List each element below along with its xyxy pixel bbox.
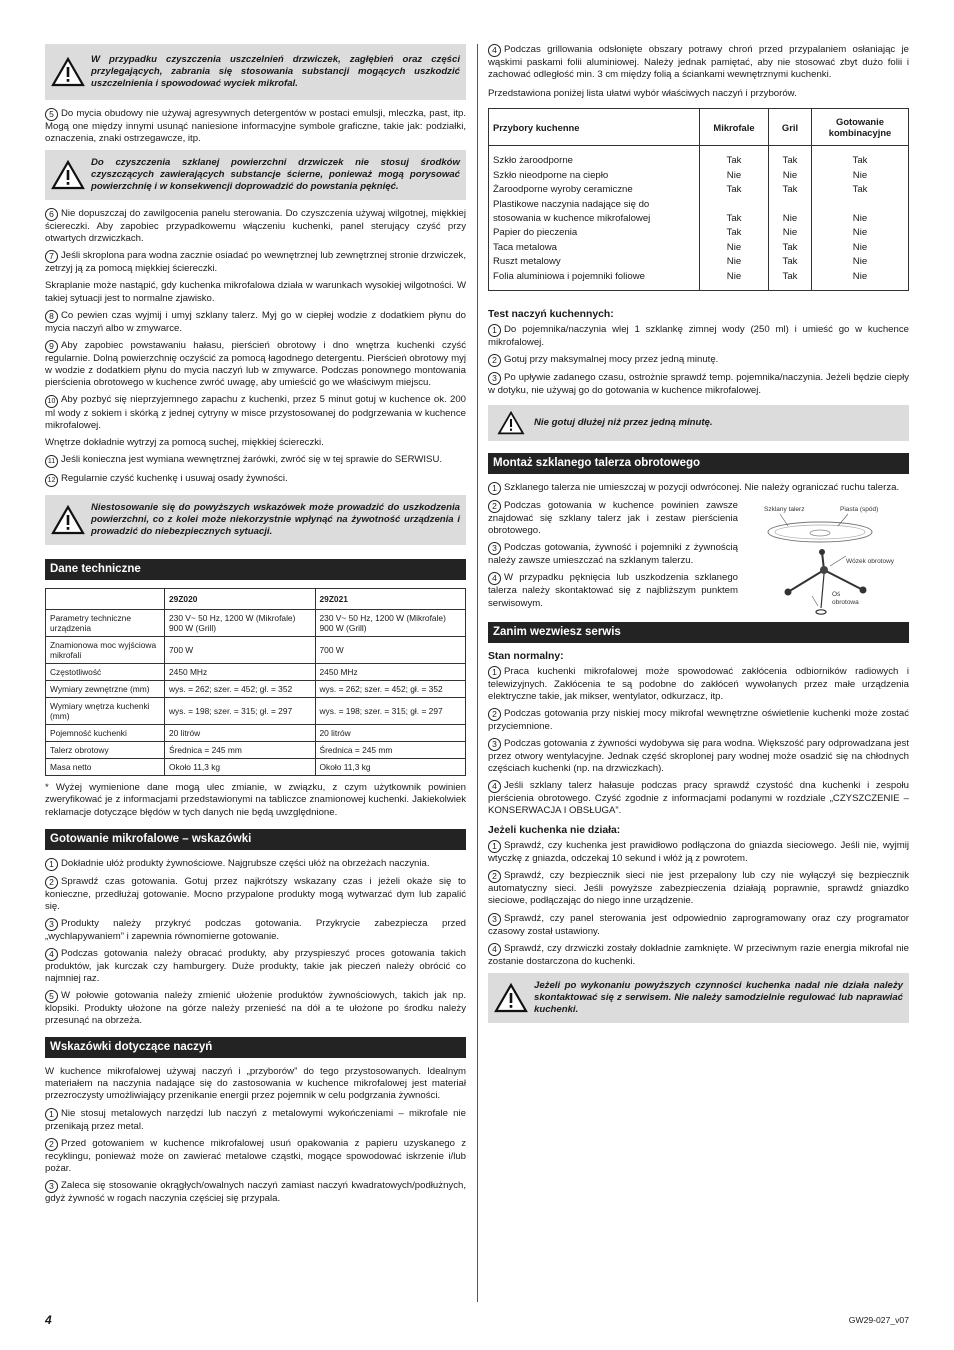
dishes-tips-list — [45, 1108, 466, 1205]
list-item — [45, 858, 466, 871]
tech-table-row — [46, 664, 466, 681]
item-text: Nie dopuszczaj do zawilgocenia panelu sterowania. Do czyszczenia używaj wilgotnej, miękkiej ściereczki. Aby zapobiec przypadkowemu włączeniu kuchenki, panel sterujący czyść przy otwartych drzwiczkach. — [45, 208, 466, 245]
turntable-section — [488, 482, 909, 609]
tech-note: * Wyżej wymienione dane mogą ulec zmianie, w związku, z czym użytkownik powinien zweryfikować je z informacjami przedstawionymi na tabliczce znamionowej kuchenki. Jakiekolwiek reklamacje dotyczące błędów w tych danych nie będą uwzględnione. — [45, 782, 466, 818]
item-text: Sprawdź, czy panel sterowania jest odpowiednio zaprogramowany oraz czy programator czasowy został ustawiony. — [488, 912, 909, 937]
list-item — [488, 840, 909, 865]
cookware-table — [488, 108, 909, 291]
list-item — [488, 870, 909, 907]
cookware-items: Szkło żaroodporne Szkło nieodporne na ciepło Żaroodporne wyroby ceramiczne Plastikowe naczynia nadające się do stosowania w kuchence mikrofalowej Papier do pieczenia Taca metalowa Ruszt metalowy Folia aluminiowa i pojemniki foliowe — [493, 155, 651, 282]
grill-item — [488, 44, 909, 81]
item-number: 3 — [488, 542, 501, 555]
item-number: 12 — [45, 474, 58, 487]
column-divider — [477, 44, 478, 1302]
normal-state-header: Stan normalny: — [488, 650, 564, 662]
item-text: Nie stosuj metalowych narzędzi lub naczyń z metalowymi wykończeniami – mikrofale nie przenikają przez metal. — [45, 1107, 466, 1132]
item-number: 1 — [488, 666, 501, 679]
tech-table-cell: 700 W — [165, 637, 316, 664]
item-text: Podczas gotowania z żywności wydobywa się para wodna. Większość pary odprowadzana jest przez otwory wentylacyjne. Jednak część skroplonej pary wodnej może osadzić się na chłodnych częściach kuchenki (np. na drzwiczkach). — [488, 737, 909, 774]
item-number: 3 — [488, 372, 501, 385]
item-number: 7 — [45, 250, 58, 263]
cleaning-item-10 — [45, 394, 466, 432]
tech-table-cell: 20 litrów — [165, 725, 316, 742]
list-item — [45, 876, 466, 913]
warning-text: Jeżeli po wykonaniu powyższych czynności kuchenka nadal nie działa należy skontaktować się z serwisem. Nie należy samodzielnie regulować lub naprawiać kuchenki. — [534, 979, 903, 1015]
tech-table-row — [46, 681, 466, 698]
item-text: Podczas gotowania, żywność i pojemniki z żywnością należy zawsze umieszczać na szklanym talerzu. — [488, 542, 738, 567]
turntable-item — [488, 542, 738, 567]
item-number: 4 — [45, 948, 58, 961]
list-item — [488, 354, 909, 367]
tech-table-row — [46, 759, 466, 776]
item-text: Podczas gotowania przy niskiej mocy mikrofal wewnętrzne oświetlenie kuchenki może zostać przyciemnione. — [488, 707, 909, 732]
cleaning-item-7-note: Skraplanie może nastąpić, gdy kuchenka mikrofalowa działa w warunkach wysokiej wilgotności. W takiej sytuacji jest to normalne zjawisko. — [45, 280, 466, 304]
item-text: Gotuj przy maksymalnej mocy przez jedną minutę. — [504, 354, 719, 366]
list-item — [488, 708, 909, 733]
item-text: Szklanego talerza nie umieszczaj w pozycji odwróconej. Nie należy ograniczać ruchu talerza. — [504, 482, 900, 494]
tech-table-row — [46, 698, 466, 725]
turntable-item — [488, 500, 738, 537]
dishes-intro: W kuchence mikrofalowej używaj naczyń i „przyborów” do tego przystosowanych. Idealnym materiałem na naczynia nadające się do zastosowania w kuchence mikrofalowej jest materiał przezroczysty umożliwiający przenikanie energii przez pojemnik w celu podgrzania żywności. — [45, 1066, 466, 1102]
warning-box-glass — [45, 150, 466, 200]
warning-triangle-icon — [494, 983, 528, 1013]
tech-table-cell: Talerz obrotowy — [46, 742, 165, 759]
list-item — [488, 666, 909, 703]
tech-table-cell: 2450 MHz — [315, 664, 466, 681]
item-text: Jeśli szklany talerz hałasuje podczas pracy sprawdź czystość dna kuchenki i zespołu pierścienia obrotowego. Czyść zgodnie z informacjami podanymi w rozdziale „CZYSZCZENIE – KONSERWACJA I OBSŁUGA”. — [488, 780, 909, 817]
list-item — [488, 372, 909, 397]
cleaning-item-8 — [45, 310, 466, 335]
tech-table-cell: Średnica = 245 mm — [165, 742, 316, 759]
warning-text: Nie gotuj dłużej niż przez jedną minutę. — [534, 417, 713, 429]
label-trolley: Wózek obrotowy — [846, 558, 895, 566]
tech-table-row — [46, 637, 466, 664]
cleaning-item-5 — [45, 108, 466, 145]
warning-text: Niestosowanie się do powyższych wskazówek może prowadzić do uszkodzenia powierzchni, co z kolei może niekorzystnie wpłynąć na żywotność urządzenia i prowadzić do niebezpiecznych sytuacji. — [91, 502, 460, 538]
item-text: Jeśli skroplona para wodna zacznie osiadać po wewnętrznej lub zewnętrznej stronie drzwiczek, zetrzyj ją za pomocą miękkiej ściereczki. — [45, 250, 466, 275]
tech-table-body — [46, 610, 466, 776]
cookware-col-combi: Gotowanie kombinacyjne — [812, 109, 909, 146]
tech-table-cell: wys. = 262; szer. = 452; gł. = 352 — [315, 681, 466, 698]
not-working-list — [488, 840, 909, 967]
list-intro: Przedstawiona poniżej lista ułatwi wybór właściwych naczyń i przyborów. — [488, 88, 797, 100]
cleaning-item-6 — [45, 208, 466, 245]
tech-col-0 — [46, 589, 165, 610]
item-number: 1 — [488, 482, 501, 495]
section-header-turntable: Montaż szklanego talerza obrotowego — [488, 453, 909, 474]
list-item — [488, 738, 909, 775]
item-number: 4 — [488, 943, 501, 956]
section-header-tech: Dane techniczne — [45, 559, 466, 580]
label-hub: Piasta (spód) — [840, 506, 879, 514]
section-header-microwave-tips: Gotowanie mikrofalowe – wskazówki — [45, 829, 466, 850]
item-text: Sprawdź, czy kuchenka jest prawidłowo podłączona do gniazda sieciowego. Jeśli nie, wyjmij wtyczkę z gniazda, odczekaj 10 sekund i włóż ją z powrotem. — [488, 840, 909, 865]
item-number: 5 — [45, 990, 58, 1003]
tech-table-cell: wys. = 198; szer. = 315; gł. = 297 — [315, 698, 466, 725]
microwave-tips-list — [45, 858, 466, 1028]
page-number: 4 — [45, 1313, 52, 1327]
right-column — [488, 44, 909, 1031]
item-number: 10 — [45, 395, 58, 408]
item-text: Dokładnie ułóż produkty żywnościowe. Najgrubsze części ułóż na obrzeżach naczynia. — [61, 857, 430, 869]
not-working-header: Jeżeli kuchenka nie działa: — [488, 825, 621, 837]
item-text: Sprawdź czas gotowania. Gotuj przez najkrótszy wskazany czas i jeżeli okaże się to konieczne, przedłużaj gotowanie. Mocno przypalone produkty mogą wytwarzać dym lub zapalić się. — [45, 875, 466, 912]
cleaning-item-9 — [45, 340, 466, 389]
tech-col-1: 29Z020 — [165, 589, 316, 610]
item-text: Podczas gotowania w kuchence powinien zawsze znajdować się szklany talerz jak i zestaw pierścienia obrotowego. — [488, 500, 738, 537]
cookware-table-row — [489, 146, 909, 291]
label-glass-plate: Szklany talerz — [764, 506, 805, 514]
item-text: Praca kuchenki mikrofalowej może spowodować zakłócenia odbiorników radiowych i telewizyjnych. Zakłócenia te są podobne do zakłóceń wywołanych przez małe urządzenia elektryczne takie, jak mikser, wentylator, odkurzacz, itp. — [488, 665, 909, 702]
item-number: 2 — [488, 500, 501, 513]
cookware-microwave-values: Tak Nie Tak Tak Tak Nie Nie Nie — [700, 146, 769, 291]
tech-table-cell: Masa netto — [46, 759, 165, 776]
tech-table-cell: 2450 MHz — [165, 664, 316, 681]
item-text: Sprawdź, czy drzwiczki zostały dokładnie zamknięte. W przeciwnym razie energia mikrofal nie zostanie dostarczona do kuchenki. — [488, 942, 909, 967]
warning-box-seals — [45, 44, 466, 100]
tech-table-cell: 20 litrów — [315, 725, 466, 742]
item-number: 1 — [488, 324, 501, 337]
item-text: Do mycia obudowy nie używaj agresywnych detergentów w postaci emulsji, mleczka, past, itp. Mogą one między innymi usunąć naniesione informacyjne symbole graficzne, takie jak: podziałki, oznaczenia, znaki ostrzegawcze, itp. — [45, 108, 466, 145]
cleaning-item-10-note: Wnętrze dokładnie wytrzyj za pomocą suchej, miękkiej ściereczki. — [45, 437, 324, 449]
list-item — [45, 1108, 466, 1133]
tech-table-row — [46, 725, 466, 742]
tech-table-cell: Wymiary zewnętrzne (mm) — [46, 681, 165, 698]
item-number: 3 — [488, 913, 501, 926]
tech-table-cell: Średnica = 245 mm — [315, 742, 466, 759]
item-number: 4 — [488, 572, 501, 585]
item-text: Po upływie zadanego czasu, ostrożnie sprawdź temp. pojemnika/naczynia. Jeżeli będzie ciepły w dotyku, nie używaj go do gotowania w kuchence mikrofalowej. — [488, 372, 909, 397]
tech-table-cell: Około 11,3 kg — [315, 759, 466, 776]
warning-box-damage — [45, 495, 466, 545]
warning-text: Do czyszczenia szklanej powierzchni drzwiczek nie stosuj środków czyszczących zawierających substancje ścierne, ponieważ mogą porysować powierzchnię i w konsekwencji doprowadzić do powstania pęknięć. — [91, 157, 460, 193]
item-number: 4 — [488, 44, 501, 57]
cleaning-item-12 — [45, 473, 466, 487]
item-text: Co pewien czas wyjmij i umyj szklany talerz. Myj go w ciepłej wodzie z dodatkiem płynu do mycia naczyń albo w zmywarce. — [45, 309, 466, 334]
document-code: GW29-027_v07 — [848, 1315, 909, 1325]
list-item — [488, 324, 909, 349]
item-number: 9 — [45, 340, 58, 353]
cookware-table-head — [489, 109, 909, 146]
label-axis: Oś obrotowa — [832, 591, 859, 607]
tech-table-cell: Wymiary wnętrza kuchenki (mm) — [46, 698, 165, 725]
list-item — [45, 1138, 466, 1175]
tech-table-cell: Pojemność kuchenki — [46, 725, 165, 742]
item-text: Zaleca się stosowanie okrągłych/owalnych naczyń zamiast naczyń kwadratowych/podłużnych, gdyż żywność w rogach naczynia częściej się przypala. — [45, 1179, 466, 1204]
item-text: W połowie gotowania należy zmienić ułożenie produktów żywnościowych, takich jak np. klopsiki. Produkty ułożone na górze należy przenieść na dół a te ułożone po środku należy przesunąć na obrzeża. — [45, 990, 466, 1027]
item-number: 3 — [45, 918, 58, 931]
tech-table-cell: Około 11,3 kg — [165, 759, 316, 776]
item-number: 1 — [488, 840, 501, 853]
list-item — [488, 913, 909, 938]
cleaning-item-7 — [45, 250, 466, 275]
item-number: 4 — [488, 780, 501, 793]
item-number: 1 — [45, 858, 58, 871]
warning-box-one-minute — [488, 405, 909, 441]
item-number: 2 — [45, 876, 58, 889]
item-text: Sprawdź, czy bezpiecznik sieci nie jest przepalony lub czy nie wyłączył się bezpiecznik automatyczny sieci. Jeśli powyższe zabezpieczenia działają poprawnie, sprawdź gniazdko sieciowe, podłączając do niego inne urządzenie. — [488, 870, 909, 907]
test-header: Test naczyń kuchennych: — [488, 308, 614, 320]
tech-table-cell: Znamionowa moc wyjściowa mikrofali — [46, 637, 165, 664]
list-item — [45, 990, 466, 1027]
warning-triangle-icon — [51, 57, 85, 87]
cookware-grill-values: Tak Nie Tak Nie Nie Tak Tak Tak — [769, 146, 812, 291]
item-text: Przed gotowaniem w kuchence mikrofalowej usuń opakowania z papieru uzyskanego z recyklingu, ponieważ może on zawierać metalowe cząstki, mogące spowodować iskrzenie i/lub pożar. — [45, 1137, 466, 1174]
cookware-col-items: Przybory kuchenne — [489, 109, 700, 146]
item-number: 2 — [488, 354, 501, 367]
list-item — [45, 918, 466, 943]
tech-table-head — [46, 589, 466, 610]
list-item — [45, 948, 466, 985]
turntable-diagram — [758, 508, 908, 648]
list-item — [45, 1180, 466, 1205]
section-header-service: Zanim wezwiesz serwis — [488, 622, 909, 643]
item-number: 8 — [45, 310, 58, 323]
item-text: Aby pozbyć się nieprzyjemnego zapachu z kuchenki, przez 5 minut gotuj w kuchence ok. 200 ml wody z sokiem i skórką z jednej cytryny w misce przystosowanej do podgrzewania w kuchence mikrofalowej. — [45, 394, 466, 432]
item-number: 2 — [488, 708, 501, 721]
item-text: Podczas gotowania należy obracać produkty, aby przyspieszyć proces gotowania takich produktów, jak kurczak czy hamburgery. Duże produkty, takie jak pieczeń należy obrócić co najmniej raz. — [45, 947, 466, 984]
item-number: 6 — [45, 208, 58, 221]
warning-triangle-icon — [51, 505, 85, 535]
tech-table-cell: 700 W — [315, 637, 466, 664]
cookware-col-microwave: Mikrofale — [700, 109, 769, 146]
tech-table-row — [46, 610, 466, 637]
tech-table-cell: Parametry techniczne urządzenia — [46, 610, 165, 637]
item-number: 5 — [45, 108, 58, 121]
list-item — [488, 943, 909, 968]
tech-table-cell: Częstotliwość — [46, 664, 165, 681]
turntable-item — [488, 482, 909, 495]
item-text: Do pojemnika/naczynia wlej 1 szklankę zimnej wody (250 ml) i umieść go w kuchence mikrofalowej. — [488, 323, 909, 348]
cookware-col-grill: Gril — [769, 109, 812, 146]
item-text: Regularnie czyść kuchenkę i usuwaj osady żywności. — [61, 473, 288, 485]
test-list — [488, 324, 909, 397]
tech-col-2: 29Z021 — [315, 589, 466, 610]
item-text: Aby zapobiec powstawaniu hałasu, pierścień obrotowy i dno wnętrza kuchenki czyść regularnie. Dolną powierzchnię oczyścić za pomocą łagodnego detergentu. Pierścień obrotowy myj w wodzie z dodatkiem płynu do mycia naczyń lub w zmywarce. Podczas ponownego montowania pierścienia obrotowego w kuchence zwróć uwagę, aby umieścić go we właściwym miejscu. — [45, 339, 466, 388]
list-item — [488, 780, 909, 817]
cleaning-item-11 — [45, 454, 466, 468]
item-text: Podczas grillowania odsłonięte obszary potrawy chroń przed przypalaniem osłaniając je wąskimi paskami folii aluminiowej. Należy jednak pamiętać, aby nie stosować zbyt dużo folii i zachować odległość min. 3 cm między folią a ściankami wewnętrznymi kuchenki. — [488, 44, 909, 81]
item-text: W przypadku pęknięcia lub uszkodzenia szklanego talerza należy skontaktować się z najbliższym punktem serwisowym. — [488, 572, 738, 609]
tech-table-cell: wys. = 198; szer. = 315; gł. = 297 — [165, 698, 316, 725]
item-number: 11 — [45, 455, 58, 468]
left-column — [45, 44, 466, 1210]
warning-text: W przypadku czyszczenia uszczelnień drzwiczek, zagłębień oraz części przylegających, zabrania się stosowania substancji mogących uszkodzić uszczelnienia i spowodować wyciek mikrofal. — [91, 53, 460, 90]
item-number: 3 — [45, 1180, 58, 1193]
item-number: 1 — [45, 1108, 58, 1121]
tech-table-row — [46, 742, 466, 759]
item-number: 2 — [488, 870, 501, 883]
tech-table-cell: 230 V~ 50 Hz, 1200 W (Mikrofale) 900 W (Grill) — [315, 610, 466, 637]
warning-triangle-icon — [51, 160, 85, 190]
item-text: Jeśli konieczna jest wymiana wewnętrznej żarówki, zwróć się w tej sprawie do SERWISU. — [61, 454, 443, 466]
normal-state-list — [488, 666, 909, 818]
cookware-combi-values: Tak Nie Tak Nie Nie Nie Nie Nie — [812, 146, 909, 291]
turntable-item — [488, 572, 738, 609]
item-number: 2 — [45, 1138, 58, 1151]
tech-table-cell: wys. = 262; szer. = 452; gł. = 352 — [165, 681, 316, 698]
warning-triangle-icon — [494, 411, 528, 435]
warning-box-service — [488, 973, 909, 1023]
item-number: 3 — [488, 738, 501, 751]
tech-table-cell: 230 V~ 50 Hz, 1200 W (Mikrofale) 900 W (Grill) — [165, 610, 316, 637]
item-text: Produkty należy przykryć podczas gotowania. Przykrycie zabezpiecza przed „wychlapywaniem” i zapewnia równomierne gotowanie. — [45, 917, 466, 942]
tech-table — [45, 588, 466, 776]
section-header-dishes: Wskazówki dotyczące naczyń — [45, 1037, 466, 1058]
